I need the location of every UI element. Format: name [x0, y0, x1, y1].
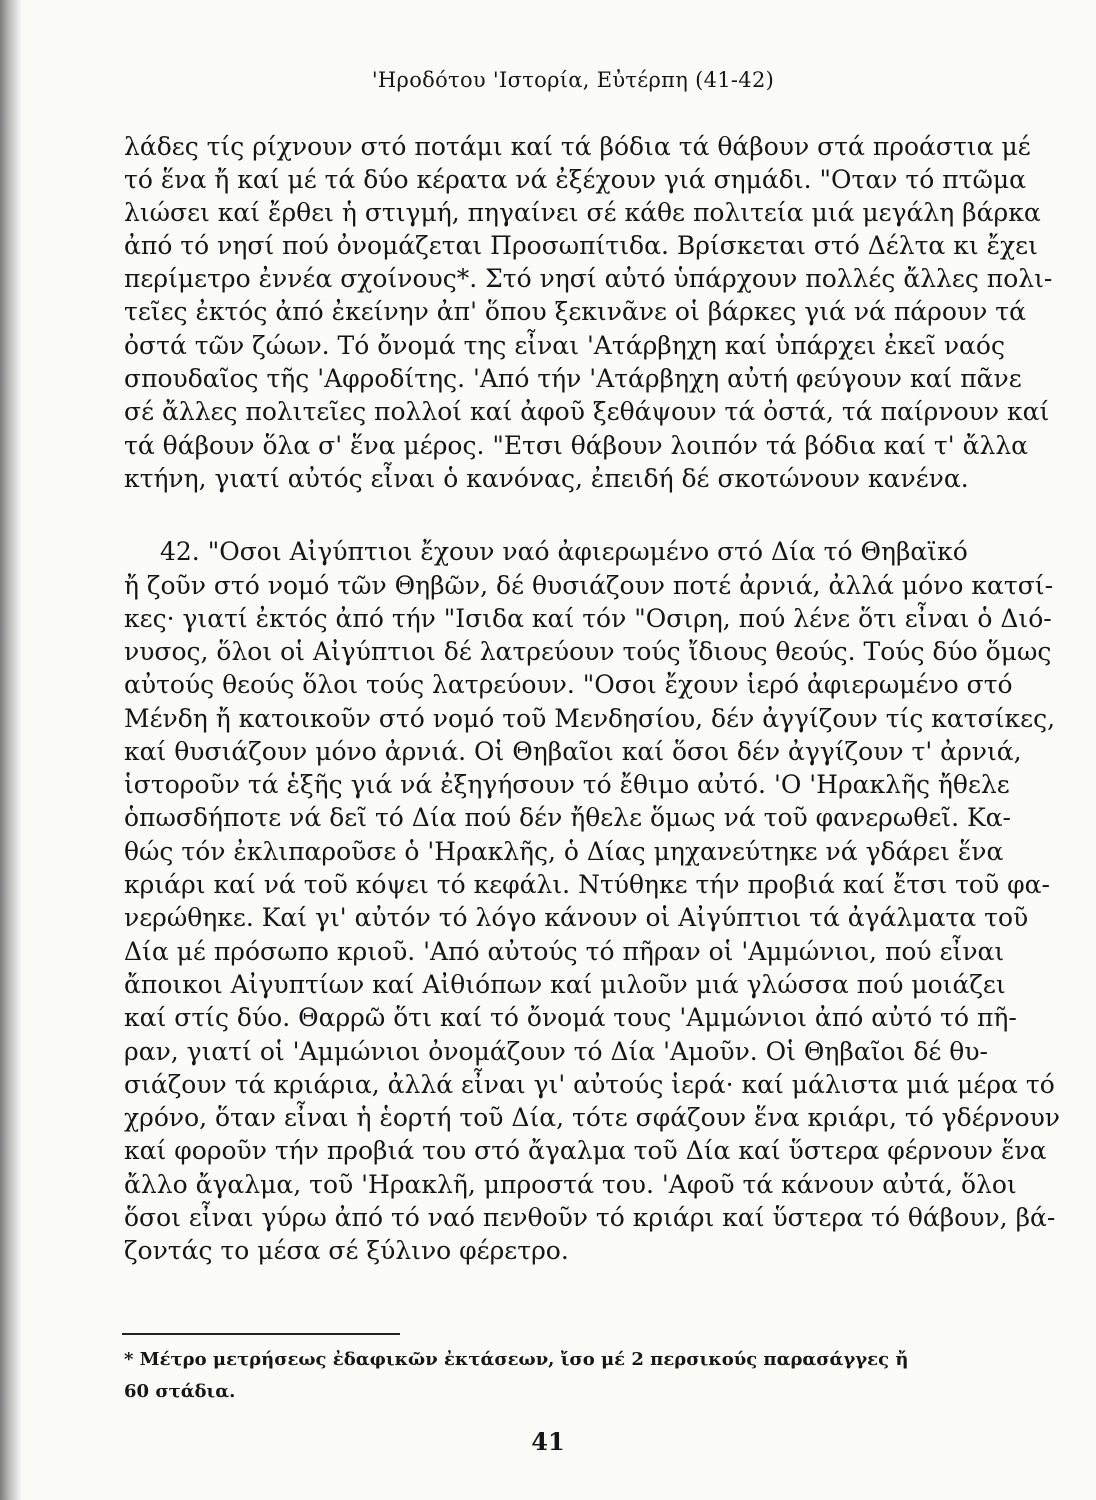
text-line: ἄποικοι Αἰγυπτίων καί Αἰθιόπων καί μιλοῦν μιά γλώσσα πού μοιάζει	[124, 970, 1006, 999]
text-line: Δία μέ πρόσωπο κριοῦ. 'Από αὐτούς τό πῆραν οἱ 'Αμμώνιοι, πού εἶναι	[124, 937, 1005, 966]
page-number: 41	[531, 1427, 565, 1456]
text-line: νερώθηκε. Καί γι' αὐτόν τό λόγο κάνουν οἱ Αἰγύπτιοι τά ἀγάλματα τοῦ	[124, 903, 1029, 932]
page-edge-shadow	[0, 0, 22, 1500]
text-line: ἄλλο ἄγαλμα, τοῦ 'Ηρακλῆ, μπροστά του. 'Αφοῦ τά κάνουν αὐτά, ὅλοι	[124, 1170, 1017, 1199]
text-line: σέ ἄλλες πολιτεῖες πολλοί καί ἀφοῦ ξεθάψουν τά ὀστά, τά παίρνουν καί	[124, 397, 1050, 426]
text-line: τά θάβουν ὅλα σ' ἕνα μέρος. "Ετσι θάβουν λοιπόν τά βόδια καί τ' ἄλλα	[124, 431, 1029, 460]
text-line: καί θυσιάζουν μόνο ἀρνιά. Οἱ Θηβαῖοι καί ὅσοι δέν ἀγγίζουν τ' ἀρνιά,	[124, 737, 1022, 766]
text-line: Μένδη ἤ κατοικοῦν στό νομό τοῦ Μενδησίου, δέν ἀγγίζουν τίς κατσίκες,	[124, 704, 1056, 733]
text-line: ὀστά τῶν ζώων. Τό ὄνομά της εἶναι 'Ατάρβηχη καί ὑπάρχει ἐκεῖ ναός	[124, 331, 1005, 360]
text-line: ἱστοροῦν τά ἑξῆς γιά νά ἐξηγήσουν τό ἔθιμο αὐτό. 'Ο 'Ηρακλῆς ἤθελε	[124, 770, 1010, 799]
text-line: ἤ ζοῦν στό νομό τῶν Θηβῶν, δέ θυσιάζουν ποτέ ἀρνιά, ἀλλά μόνο κατσί-	[124, 571, 1054, 600]
text-line: αὐτούς θεούς ὅλοι τούς λατρεύουν. "Οσοι ἔχουν ἱερό ἀφιερωμένο στό	[124, 670, 1013, 699]
text-line: σπουδαῖος τῆς 'Αφροδίτης. 'Από τήν 'Ατάρβηχη αὐτή φεύγουν καί πᾶνε	[124, 364, 1022, 393]
text-line: λιώσει καί ἔρθει ἡ στιγμή, πηγαίνει σέ κάθε πολιτεία μιά μεγάλη βάρκα	[124, 198, 1041, 227]
text-line: σιάζουν τά κριάρια, ἀλλά εἶναι γι' αὐτούς ἱερά· καί μάλιστα μιά μέρα τό	[124, 1070, 1055, 1099]
footnote-line: * Μέτρο μετρήσεως ἐδαφικῶν ἐκτάσεων, ἴσο μέ 2 περσικούς παρασάγγες ἤ	[124, 1349, 909, 1370]
text-line: κριάρι καί νά τοῦ κόψει τό κεφάλι. Ντύθηκε τήν προβιά καί ἔτσι τοῦ φα-	[124, 870, 1050, 899]
text-line: κτήνη, γιατί αὐτός εἶναι ὁ κανόνας, ἐπειδή δέ σκοτώνουν κανένα.	[124, 464, 969, 493]
text-line: χρόνο, ὅταν εἶναι ἡ ἑορτή τοῦ Δία, τότε σφάζουν ἕνα κριάρι, τό γδέρνουν	[124, 1103, 1060, 1132]
text-line: ραν, γιατί οἱ 'Αμμώνιοι ὀνομάζουν τό Δία 'Αμοῦν. Οἱ Θηβαῖοι δέ θυ-	[124, 1037, 988, 1066]
running-head: 'Ηροδότου 'Ιστορία, Εὐτέρπη (41-42)	[371, 68, 775, 92]
text-line: ἀπό τό νησί πού ὀνομάζεται Προσωπίτιδα. Βρίσκεται στό Δέλτα κι ἔχει	[124, 231, 1038, 260]
text-line: καί στίς δύο. Θαρρῶ ὅτι καί τό ὄνομά τους 'Αμμώνιοι ἀπό αὐτό τό πῆ-	[124, 1003, 1017, 1032]
text-line: τό ἕνα ἤ καί μέ τά δύο κέρατα νά ἐξέχουν γιά σημάδι. "Οταν τό πτῶμα	[124, 165, 1026, 194]
footnote-line: 60 στάδια.	[124, 1381, 236, 1402]
text-line: ζοντάς το μέσα σέ ξύλινο φέρετρο.	[124, 1236, 569, 1265]
text-line: ὁπωσδήποτε νά δεῖ τό Δία πού δέν ἤθελε ὅμως νά τοῦ φανερωθεῖ. Κα-	[124, 803, 1011, 832]
footnote-divider	[122, 1333, 400, 1335]
text-line: περίμετρο ἐννέα σχοίνους*. Στό νησί αὐτό ὑπάρχουν πολλές ἄλλες πολι-	[124, 264, 1053, 293]
text-line: τεῖες ἐκτός ἀπό ἐκείνην ἀπ' ὅπου ξεκινᾶνε οἱ βάρκες γιά νά πάρουν τά	[124, 297, 1026, 326]
text-line: καί φοροῦν τήν προβιά του στό ἄγαλμα τοῦ Δία καί ὕστερα φέρνουν ἕνα	[124, 1136, 1047, 1165]
text-line: θώς τόν ἐκλιπαροῦσε ὁ 'Ηρακλῆς, ὁ Δίας μηχανεύτηκε νά γδάρει ἕνα	[124, 837, 1004, 866]
section-42-first-line: 42. "Οσοι Αἰγύπτιοι ἔχουν ναό ἀφιερωμένο στό Δία τό Θηβαϊκό	[160, 537, 968, 566]
text-line: λάδες τίς ρίχνουν στό ποτάμι καί τά βόδια τά θάβουν στά προάστια μέ	[124, 132, 1031, 161]
text-line: νυσος, ὅλοι οἱ Αἰγύπτιοι δέ λατρεύουν τούς ἴδιους θεούς. Τούς δύο ὅμως	[124, 637, 1052, 666]
text-line: κες· γιατί ἐκτός ἀπό τήν "Ισιδα καί τόν "Οσιρη, πού λένε ὅτι εἶναι ὁ Διό-	[124, 604, 1052, 633]
text-line: ὅσοι εἶναι γύρω ἀπό τό ναό πενθοῦν τό κριάρι καί ὕστερα τό θάβουν, βά-	[124, 1203, 1056, 1232]
